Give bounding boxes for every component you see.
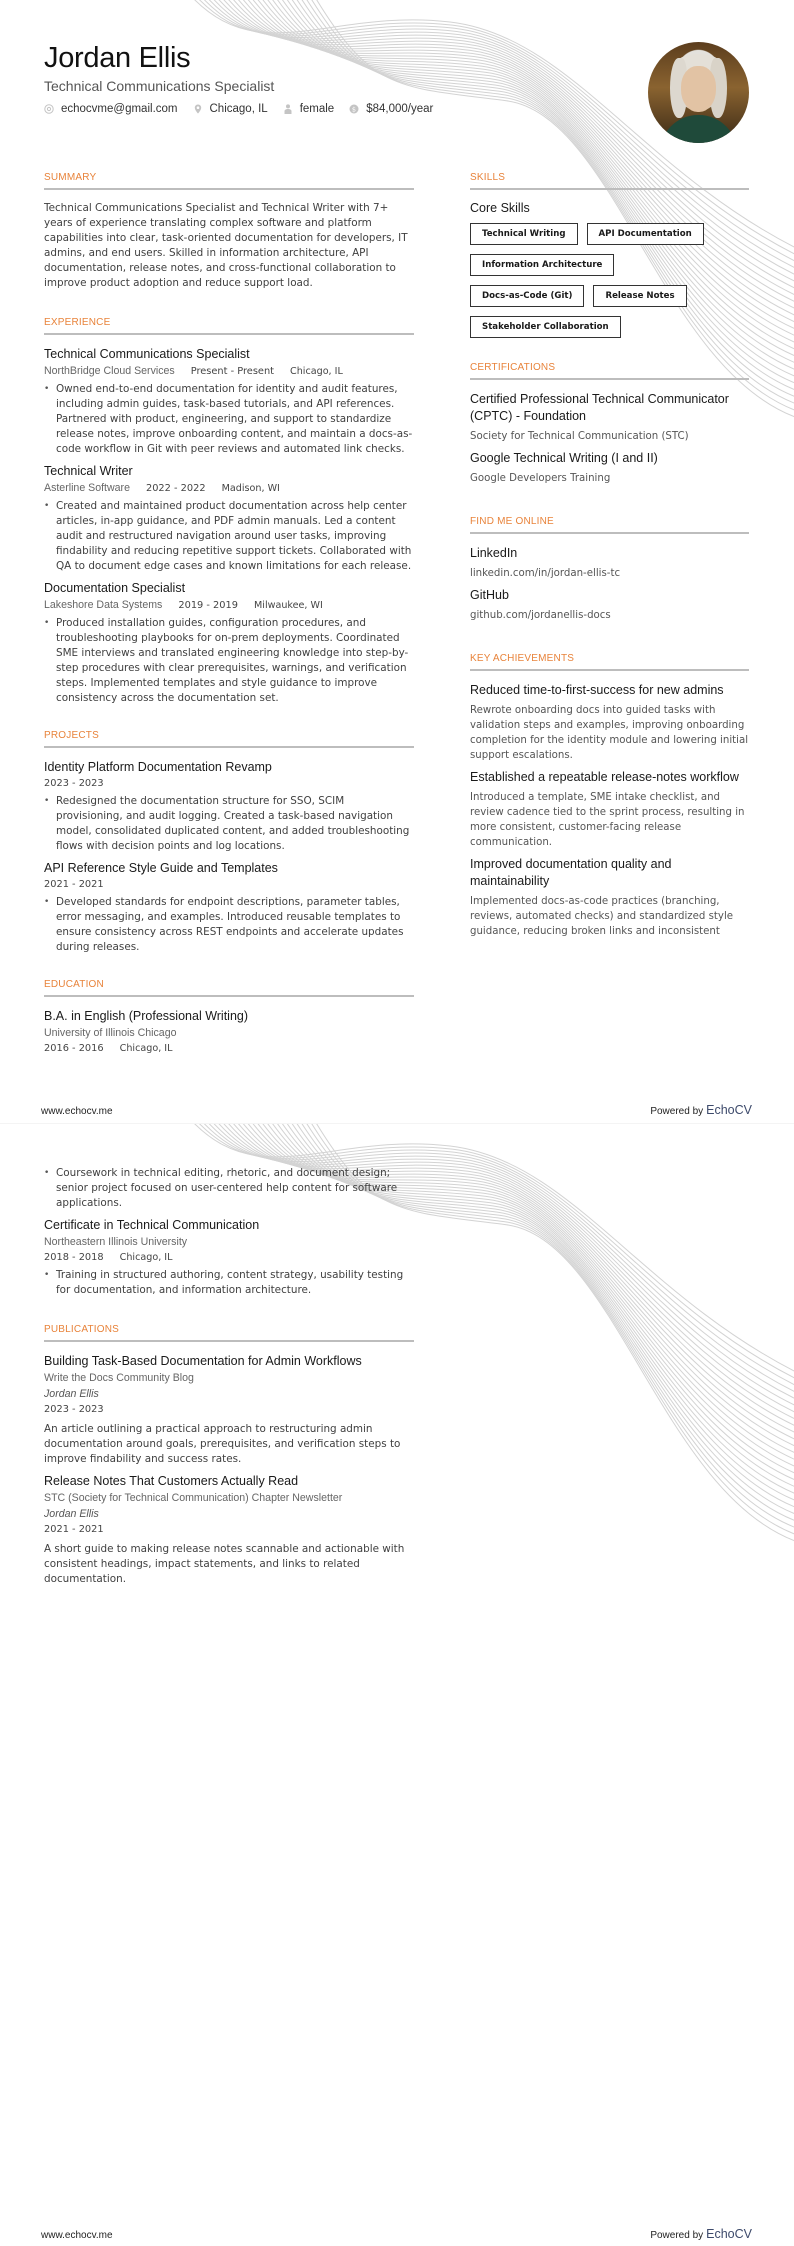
company-name: NorthBridge Cloud Services (44, 365, 175, 377)
project-title: Identity Platform Documentation Revamp (44, 760, 272, 774)
project-entry (44, 759, 414, 854)
section-heading: PROJECTS (44, 730, 414, 748)
right-column (470, 172, 749, 965)
job-bullets (44, 382, 414, 457)
skill-chip: Information Architecture (470, 254, 614, 276)
publication-author: Jordan Ellis (44, 1388, 99, 1400)
section-heading: SKILLS (470, 172, 749, 190)
skill-chips (470, 223, 732, 338)
contact-info (44, 103, 448, 115)
publication-publisher: Write the Docs Community Blog (44, 1372, 194, 1384)
footer-site-link[interactable]: www.echocv.me (41, 1106, 113, 1117)
publication-entry (44, 1473, 414, 1587)
job-bullets (44, 616, 414, 706)
section-heading: EXPERIENCE (44, 317, 414, 335)
publication-title: Release Notes That Customers Actually Read (44, 1474, 299, 1488)
education-entry-continued (44, 1166, 414, 1211)
candidate-name: Jordan Ellis (44, 42, 191, 74)
brand-logo-text[interactable]: EchoCV (706, 1103, 752, 1117)
contact-email-value: echocvme@gmail.com (61, 103, 178, 115)
publication-description: An article outlining a practical approach to restructuring admin documentation around goals, prerequisites, and verification steps to improve findability and success rates. (44, 1423, 401, 1465)
achievement-title: Established a repeatable release-notes workflow (470, 770, 739, 784)
job-dates: Present - Present (190, 366, 274, 377)
experience-entry (44, 346, 414, 457)
achievement-title: Improved documentation quality and maintainability (470, 857, 672, 888)
job-title: Documentation Specialist (44, 581, 186, 595)
education-entry (44, 1008, 414, 1057)
job-dates: 2019 - 2019 (178, 600, 238, 611)
contact-salary-value: $84,000/year (366, 103, 434, 115)
project-title: API Reference Style Guide and Templates (44, 861, 278, 875)
education-location: Chicago, IL (119, 1043, 173, 1054)
candidate-title: Technical Communications Specialist (44, 78, 275, 94)
certifications-section (470, 362, 749, 486)
key-achievements-section (470, 653, 749, 939)
project-bullet: • Developed standards for endpoint descriptions, parameter tables, error messaging, and examples. Introduced reusable templates to ensure consistency across REST endpoints and accelerate updates during releases. (44, 895, 414, 955)
contact-location-value: Chicago, IL (209, 103, 268, 115)
skill-chip: Docs-as-Code (Git) (470, 285, 584, 307)
section-heading: CERTIFICATIONS (470, 362, 749, 380)
certification-name: Certified Professional Technical Communicator (CPTC) - Foundation (470, 392, 729, 423)
skill-chip: API Documentation (587, 223, 704, 245)
education-entry (44, 1217, 414, 1298)
skill-chip: Stakeholder Collaboration (470, 316, 621, 338)
job-location: Chicago, IL (290, 366, 343, 377)
job-bullet: • Produced installation guides, configuration procedures, and troubleshooting playbooks for on-prem deployments. Coordinated SME interviews and translated engineering knowledge into step-by-step procedures with clear prerequisites, warnings, and verification steps. Implemented templates and style guidance to improve consistency across the documentation set. (44, 616, 414, 706)
achievement-title: Reduced time-to-first-success for new admins (470, 683, 724, 697)
company-name: Asterline Software (44, 482, 130, 494)
summary-text: Technical Communications Specialist and Technical Writer with 7+ years of experience translating complex software and platform capabilities into clear, task-oriented documentation for developers, IT admins, and end users. Skilled in information architecture, API documentation, release notes, and cross-functional collaboration to improve product adoption and reduce support load. (44, 202, 408, 289)
education-dates: 2016 - 2016 (44, 1043, 104, 1054)
page-footer (41, 1103, 752, 1117)
contact-location (193, 103, 268, 115)
contact-gender (283, 103, 335, 115)
experience-section (44, 317, 414, 706)
degree-title: Certificate in Technical Communication (44, 1218, 260, 1232)
education-section (44, 979, 414, 1057)
education-bullet: • Coursework in technical editing, rhetoric, and document design; senior project focused on user-centered help content for software applications. (44, 1166, 414, 1211)
online-profile-label: GitHub (470, 588, 509, 602)
skills-section (470, 172, 749, 338)
section-heading: PUBLICATIONS (44, 1324, 414, 1342)
publication-dates: 2023 - 2023 (44, 1404, 104, 1415)
powered-by: Powered by EchoCV (650, 2227, 752, 2241)
job-location: Milwaukee, WI (254, 600, 323, 611)
section-heading: KEY ACHIEVEMENTS (470, 653, 749, 671)
publication-description: A short guide to making release notes scannable and actionable with consistent headings, impact statements, and links to related documentation. (44, 1543, 405, 1585)
person-icon (283, 104, 293, 114)
skill-chip: Technical Writing (470, 223, 578, 245)
github-link[interactable]: github.com/jordanellis-docs (470, 610, 611, 621)
project-entry (44, 860, 414, 955)
skill-chip: Release Notes (593, 285, 686, 307)
page-footer (41, 2227, 752, 2241)
location-pin-icon (193, 104, 203, 114)
publication-entry (44, 1353, 414, 1467)
online-profile-label: LinkedIn (470, 546, 518, 560)
education-location: Chicago, IL (119, 1252, 173, 1263)
find-me-online-section (470, 516, 749, 623)
summary-section (44, 172, 414, 291)
left-column (44, 172, 414, 1083)
degree-title: B.A. in English (Professional Writing) (44, 1009, 249, 1023)
at-icon (44, 104, 54, 114)
powered-by: Powered by EchoCV (650, 1103, 752, 1117)
school-name: University of Illinois Chicago (44, 1027, 177, 1039)
job-bullets (44, 499, 414, 574)
education-bullet: • Training in structured authoring, content strategy, usability testing for documentation, and information architecture. (44, 1268, 414, 1298)
project-bullet: • Redesigned the documentation structure for SSO, SCIM provisioning, and audit logging. Created a task-based navigation model, consolidated duplicated content, and added troubleshooting flows with decision points and log locations. (44, 794, 414, 854)
projects-section (44, 730, 414, 955)
section-heading: FIND ME ONLINE (470, 516, 749, 534)
contact-gender-value: female (299, 103, 335, 115)
resume-page-2 (0, 1123, 794, 2246)
achievement-description: Introduced a template, SME intake checklist, and review cadence tied to the sprint process, resulting in more consistent, customer-facing release communication. (470, 792, 745, 848)
publication-title: Building Task-Based Documentation for Admin Workflows (44, 1354, 362, 1368)
contact-salary (349, 103, 433, 115)
job-title: Technical Writer (44, 464, 133, 478)
certification-issuer: Google Developers Training (470, 473, 611, 484)
dollar-coin-icon (349, 104, 359, 114)
publication-dates: 2021 - 2021 (44, 1524, 104, 1535)
footer-site-link[interactable]: www.echocv.me (41, 2230, 113, 2241)
experience-entry (44, 580, 414, 706)
certification-issuer: Society for Technical Communication (STC) (470, 431, 689, 442)
achievement-description: Rewrote onboarding docs into guided tasks with validation steps and examples, improving onboarding completion for the identity module and lowering initial support escalations. (470, 705, 749, 761)
contact-email[interactable] (44, 103, 178, 115)
section-heading: SUMMARY (44, 172, 414, 190)
publication-publisher: STC (Society for Technical Communication) Chapter Newsletter (44, 1492, 343, 1504)
brand-logo-text[interactable]: EchoCV (706, 2227, 752, 2241)
section-heading: EDUCATION (44, 979, 414, 997)
project-dates: 2021 - 2021 (44, 879, 104, 890)
job-dates: 2022 - 2022 (145, 483, 206, 494)
achievement-description: Implemented docs-as-code practices (branching, reviews, automated checks) and standardized style guidance, reducing broken links and inconsistent (470, 896, 734, 937)
publications-section (44, 1324, 414, 1587)
school-name: Northeastern Illinois University (44, 1236, 188, 1248)
experience-entry (44, 463, 414, 574)
linkedin-link[interactable]: linkedin.com/in/jordan-ellis-tc (470, 568, 621, 579)
education-dates: 2018 - 2018 (44, 1252, 104, 1263)
job-bullet: • Owned end-to-end documentation for identity and audit features, including admin guides, task-based tutorials, and API references. Partnered with product, engineering, and support to standardize release notes, improve onboarding content, and maintain a docs-as-code workflow in Git with peer reviews and automated link checks. (44, 382, 414, 457)
publication-author: Jordan Ellis (44, 1508, 99, 1520)
left-column (44, 1164, 414, 1613)
company-name: Lakeshore Data Systems (44, 599, 163, 611)
profile-photo (648, 42, 749, 143)
svg-text:$: $ (352, 105, 357, 114)
job-location: Madison, WI (221, 483, 280, 494)
skills-category: Core Skills (470, 201, 530, 215)
certification-name: Google Technical Writing (I and II) (470, 451, 658, 465)
project-dates: 2023 - 2023 (44, 778, 104, 789)
job-bullet: • Created and maintained product documentation across help center articles, in-app guidance, and PDF admin manuals. Led a content audit and restructured navigation around user tasks, improving findability and reducing repetitive support tickets. Collaborated with QA to document edge cases and known limitations for each release. (44, 499, 414, 574)
job-title: Technical Communications Specialist (44, 347, 250, 361)
